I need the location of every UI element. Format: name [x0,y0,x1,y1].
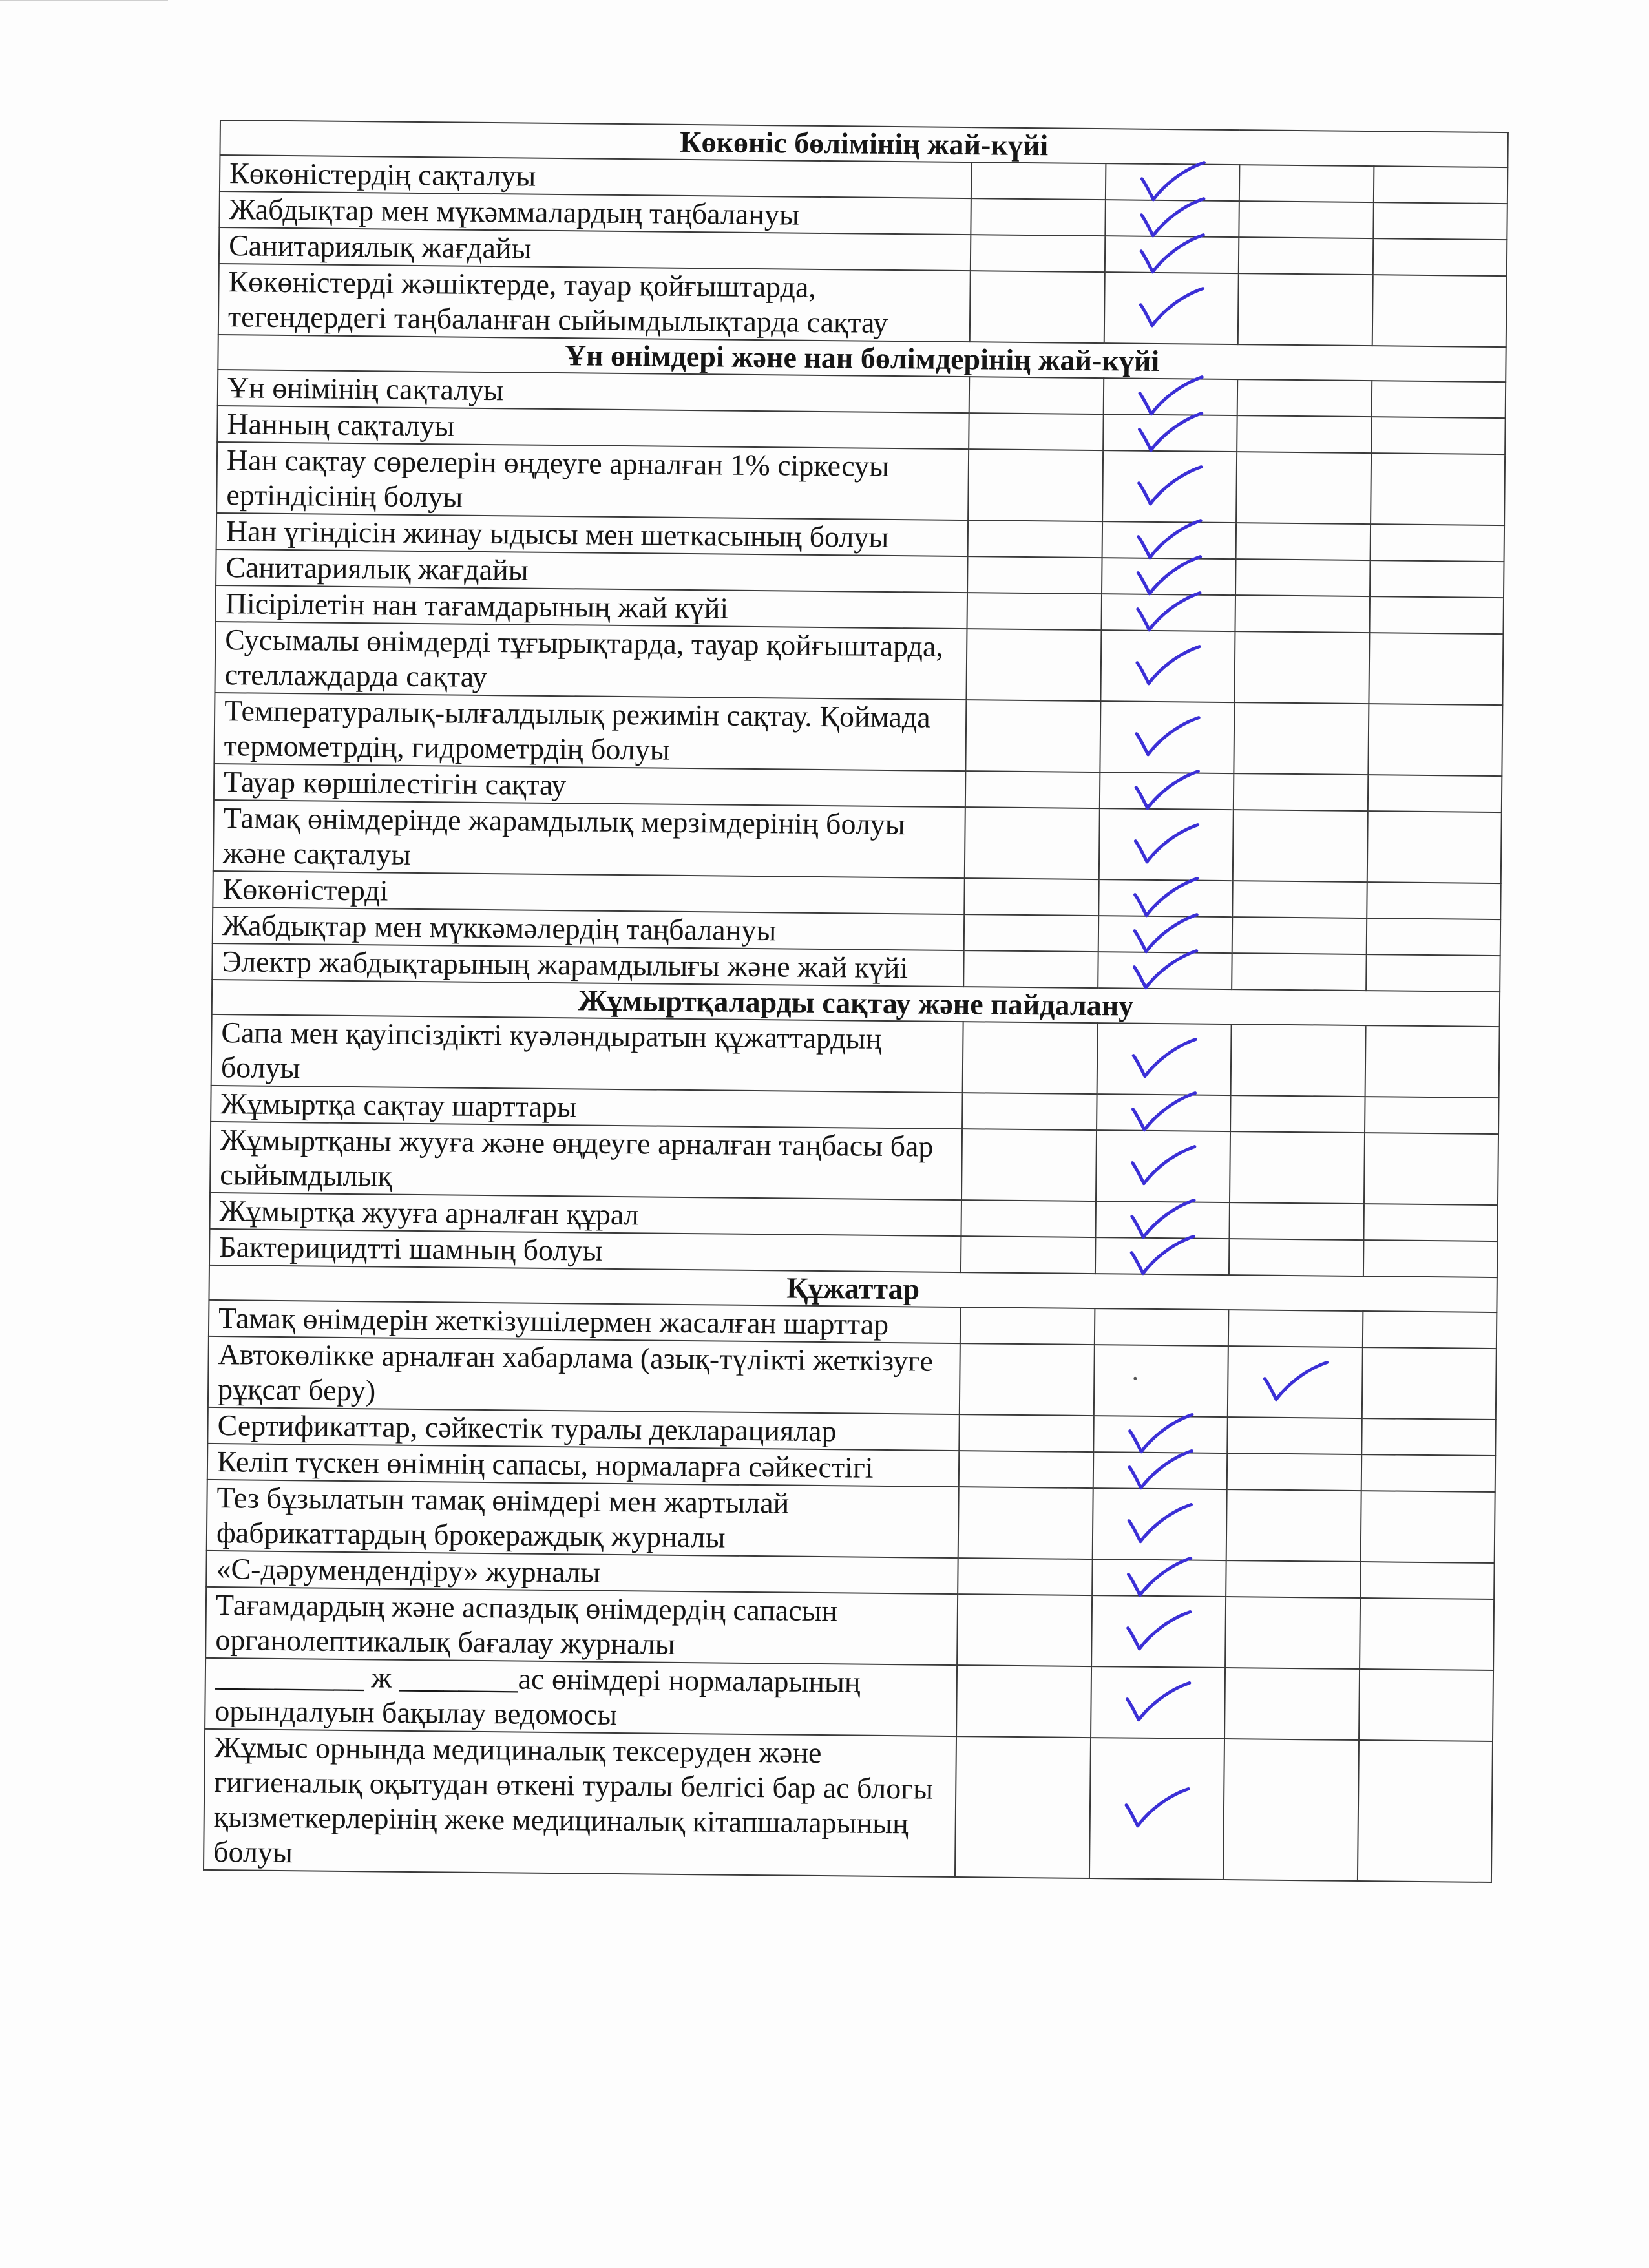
mark-cell-1[interactable] [955,1736,1090,1878]
mark-cell-2[interactable] [1097,1023,1231,1095]
mark-cell-4[interactable] [1369,596,1504,634]
mark-cell-4[interactable] [1371,453,1506,525]
mark-cell-4[interactable] [1367,811,1502,883]
mark-cell-1[interactable] [967,629,1101,701]
mark-cell-2[interactable] [1094,1345,1228,1417]
mark-cell-2[interactable] [1105,236,1239,273]
mark-cell-1[interactable] [960,1307,1095,1345]
mark-cell-3[interactable] [1237,415,1371,453]
handwritten-checkmark-icon [1124,1502,1195,1548]
checklist-item-text: Пісірілетін нан тағамдарының жай күйі [216,585,968,629]
mark-cell-1[interactable] [966,700,1100,772]
mark-cell-4[interactable] [1359,1669,1494,1741]
checklist-item-text: Санитариялық жағдайы [216,549,968,593]
mark-cell-2[interactable] [1099,808,1234,881]
handwritten-checkmark-icon [1133,590,1204,636]
mark-cell-4[interactable] [1372,275,1507,347]
mark-cell-3[interactable] [1236,452,1371,524]
handwritten-checkmark-icon [1124,1555,1195,1601]
mark-cell-1[interactable] [958,1487,1093,1559]
mark-cell-1[interactable] [962,1093,1097,1130]
checklist-item-text: Тағамдардың және аспаздық өнімдердің сапасын органолептикалық бағалау журналы [205,1587,958,1665]
scan-edge-mark [0,0,168,1]
mark-cell-1[interactable] [964,914,1098,952]
checklist-row [204,1729,1493,1882]
checklist-row [213,800,1502,883]
checklist-row [216,442,1505,525]
mark-cell-4[interactable] [1371,381,1506,418]
mark-cell-3[interactable] [1227,1453,1361,1491]
mark-cell-2[interactable] [1093,1452,1227,1489]
mark-cell-3[interactable] [1228,1346,1362,1418]
checklist-item-text: Тамақ өнімдерінде жарамдылық мерзімдерінің болуы және сақталуы [213,800,965,878]
checklist-row [211,1014,1500,1098]
mark-cell-2[interactable] [1095,1237,1230,1275]
mark-cell-4[interactable] [1362,1311,1497,1349]
mark-cell-3[interactable] [1239,201,1373,238]
handwritten-checkmark-icon [1130,822,1202,868]
mark-cell-4[interactable] [1360,1491,1495,1563]
mark-cell-1[interactable] [960,1414,1094,1452]
mark-cell-2[interactable] [1096,1130,1230,1202]
inspection-checklist-table [203,120,1509,1883]
checklist-item-text: Нанның сақталуы [217,406,969,449]
mark-cell-1[interactable] [965,807,1099,879]
mark-cell-1[interactable] [960,1343,1094,1416]
mark-cell-4[interactable] [1367,882,1501,919]
handwritten-checkmark-icon [1135,286,1207,331]
checklist-item-text: __________ ж ________ас өнімдері нормаларының орындалуын бақылау ведомосы [205,1658,957,1736]
checklist-row [208,1336,1497,1420]
checklist-item-text: Бактерицидтті шамның болуы [209,1229,961,1272]
mark-cell-4[interactable] [1368,704,1503,776]
handwritten-checkmark-icon [1136,232,1208,278]
mark-cell-3[interactable] [1229,1239,1363,1276]
mark-cell-3[interactable] [1226,1560,1360,1598]
handwritten-checkmark-icon [1131,768,1203,814]
mark-cell-4[interactable] [1361,1347,1497,1420]
mark-cell-3[interactable] [1236,523,1371,560]
mark-cell-3[interactable] [1234,702,1368,775]
checklist-item-text: Сертификаттар, сәйкестік туралы декларациялар [207,1407,960,1451]
mark-cell-4[interactable] [1363,1204,1498,1241]
checklist-item-text: Тез бұзылатын тамақ өнімдері мен жартылай фабрикаттардың брокераждық журналы [207,1480,959,1558]
mark-cell-1[interactable] [965,771,1100,808]
checklist-item-text: Жұмыртқаны жууға және өңдеуге арналған таңбасы бар сыйымдылық [210,1122,962,1200]
mark-cell-1[interactable] [956,1665,1091,1738]
mark-cell-1[interactable] [971,162,1106,200]
checklist-item-text: Жұмыртқа сақтау шарттары [211,1086,963,1129]
mark-cell-1[interactable] [968,449,1102,521]
section-title: Ұн өнімдері және нан бөлімдерінің жай-күйі [218,335,1506,382]
mark-cell-3[interactable] [1230,1095,1365,1133]
mark-cell-3[interactable] [1234,773,1368,811]
checklist-item-text: Сапа мен қауіпсіздікті куәләндыратын құжаттардың болуы [211,1014,963,1093]
mark-cell-3[interactable] [1239,165,1374,202]
checklist-item-text: Нан сақтау сөрелерін өңдеуге арналған 1% сіркесуы ертіндісінің болуы [216,442,969,520]
section-title: Көкөніс бөлімінің жай-күйі [220,120,1507,167]
mark-cell-1[interactable] [958,1558,1093,1595]
mark-cell-2[interactable] [1098,952,1232,989]
ink-dot [1133,1377,1137,1380]
mark-cell-3[interactable] [1227,1417,1361,1454]
checklist-row [205,1587,1494,1670]
mark-cell-2[interactable] [1097,1094,1231,1131]
mark-cell-3[interactable] [1224,1668,1359,1740]
mark-cell-1[interactable] [964,950,1098,988]
mark-cell-1[interactable] [959,1451,1093,1488]
handwritten-checkmark-icon [1124,1448,1196,1494]
mark-cell-1[interactable] [961,1236,1095,1274]
checklist-item-text: Тамақ өнімдерін жеткізушілермен жасалған шарттар [209,1300,961,1343]
mark-cell-3[interactable] [1232,917,1367,954]
mark-cell-1[interactable] [965,878,1099,916]
mark-cell-1[interactable] [961,1200,1096,1237]
checklist-item-text: Жабдықтар мен мүкәммалардың таңбалануы [219,191,971,235]
mark-cell-1[interactable] [970,271,1104,343]
handwritten-checkmark-icon [1123,1609,1195,1655]
mark-cell-4[interactable] [1363,1133,1498,1205]
mark-cell-4[interactable] [1361,1454,1495,1492]
handwritten-checkmark-icon [1128,1144,1199,1190]
mark-cell-4[interactable] [1365,1025,1500,1098]
mark-cell-1[interactable] [969,413,1104,450]
mark-cell-3[interactable] [1238,273,1372,346]
mark-cell-2[interactable] [1104,272,1238,344]
handwritten-checkmark-icon [1128,1036,1200,1082]
mark-cell-2[interactable] [1102,450,1237,523]
mark-cell-1[interactable] [967,593,1102,630]
mark-cell-4[interactable] [1360,1598,1495,1670]
mark-cell-1[interactable] [957,1594,1091,1666]
mark-cell-4[interactable] [1361,1418,1496,1456]
mark-cell-3[interactable] [1237,379,1372,417]
mark-cell-1[interactable] [968,520,1102,558]
checklist-item-text: Санитариялық жағдайы [219,227,971,271]
checklist-item-text: Жабдықтар мен мүккәмәлердің таңбалануы [213,907,965,950]
mark-cell-2[interactable] [1091,1666,1225,1739]
handwritten-checkmark-icon [1132,644,1204,689]
handwritten-checkmark-icon [1131,715,1203,761]
mark-cell-4[interactable] [1366,918,1500,956]
handwritten-checkmark-icon [1129,948,1201,994]
mark-cell-4[interactable] [1369,560,1504,598]
mark-cell-3[interactable] [1225,1597,1360,1669]
checklist-item-text: Ұн өнімінің сақталуы [218,370,970,413]
section-title: Жұмыртқаларды сақтау және пайдалану [212,980,1500,1027]
mark-cell-2[interactable] [1095,1308,1229,1346]
mark-cell-1[interactable] [971,198,1106,236]
mark-cell-4[interactable] [1373,166,1507,204]
checklist-row [218,264,1507,347]
mark-cell-3[interactable] [1233,810,1367,882]
mark-cell-4[interactable] [1365,1097,1499,1134]
mark-cell-3[interactable] [1232,881,1367,918]
checklist-row [215,622,1503,705]
mark-cell-2[interactable] [1100,630,1235,702]
handwritten-checkmark-icon [1122,1680,1194,1726]
mark-cell-3[interactable] [1235,631,1369,704]
mark-cell-1[interactable] [963,1022,1097,1094]
mark-cell-4[interactable] [1363,1240,1497,1277]
mark-cell-1[interactable] [969,377,1104,414]
checklist-item-text: Тауар көршілестігін сақтау [214,764,966,807]
checklist-row [207,1480,1495,1563]
checklist-row [214,693,1502,776]
mark-cell-2[interactable] [1103,414,1237,452]
checklist-item-text: Автокөлікке арналған хабарлама (азық-түлікті жеткізуге рұқсат беру) [208,1336,960,1414]
mark-cell-1[interactable] [971,235,1105,272]
handwritten-checkmark-icon [1134,464,1206,510]
handwritten-checkmark-icon [1259,1360,1331,1405]
mark-cell-1[interactable] [967,556,1102,594]
checklist-item-text: Электр жабдықтарының жарамдылығы және жай күйі [212,943,964,987]
mark-cell-3[interactable] [1235,595,1370,633]
mark-cell-3[interactable] [1223,1739,1358,1881]
checklist-item-text: Көкөністерді жәшіктерде, тауар қойғыштарда, тегендердегі таңбаланған сыйымдылықтарда сақтау [218,264,971,342]
checklist-item-text: Температуралық-ылғалдылық режимін сақтау. Қоймада термометрдің, гидрометрдің болуы [214,693,966,771]
mark-cell-2[interactable] [1091,1595,1226,1668]
checklist-row [210,1122,1498,1205]
mark-cell-1[interactable] [961,1129,1096,1201]
checklist-item-text: Көкөністердің сақталуы [220,155,972,198]
section-title: Құжаттар [209,1265,1497,1312]
mark-cell-3[interactable] [1232,953,1366,991]
mark-cell-2[interactable] [1101,594,1235,631]
mark-cell-2[interactable] [1100,701,1234,773]
mark-cell-3[interactable] [1230,1131,1364,1204]
checklist-item-text: Нан үгіндісін жинау ыдысы мен шеткасының болуы [216,513,969,556]
handwritten-checkmark-icon [1126,1234,1198,1279]
mark-cell-2[interactable] [1092,1488,1226,1560]
mark-cell-4[interactable] [1367,775,1502,812]
checklist-item-text: Көкөністерді [213,871,965,914]
mark-cell-2[interactable] [1092,1559,1226,1597]
mark-cell-4[interactable] [1369,633,1504,705]
mark-cell-3[interactable] [1231,1024,1365,1097]
mark-cell-3[interactable] [1228,1310,1363,1347]
mark-cell-2[interactable] [1100,772,1234,810]
mark-cell-4[interactable] [1373,202,1507,240]
handwritten-checkmark-icon [1128,1090,1199,1136]
checklist-item-text: Келіп түскен өнімнің сапасы, нормаларға сәйкестігі [207,1444,960,1487]
handwritten-checkmark-icon [1121,1786,1193,1832]
mark-cell-4[interactable] [1372,238,1507,276]
mark-cell-4[interactable] [1357,1740,1493,1882]
checklist-item-text: Жұмыс орнында медициналық тексеруден және гигиеналық оқытудан өткені туралы белгісі бар ас блогы қызметкерлерінің жеке медициналық кітапшаларының болуы [204,1729,956,1877]
mark-cell-2[interactable] [1089,1738,1224,1880]
checklist-row [205,1658,1493,1741]
checklist-item-text: Сусымалы өнімдерді тұғырықтарда, тауар қойғыштарда, стеллаждарда сақтау [215,622,967,700]
checklist-item-text: «С-дәрумендендіру» журналы [206,1551,958,1594]
mark-cell-3[interactable] [1226,1489,1361,1562]
mark-cell-4[interactable] [1360,1562,1495,1599]
mark-cell-3[interactable] [1230,1202,1364,1240]
mark-cell-3[interactable] [1239,237,1373,275]
handwritten-checkmark-icon [1135,410,1206,456]
mark-cell-4[interactable] [1366,954,1500,992]
mark-cell-3[interactable] [1235,559,1370,596]
mark-cell-4[interactable] [1371,417,1506,454]
mark-cell-4[interactable] [1370,524,1504,562]
checklist-item-text: Жұмыртқа жууға арналған құрал [210,1193,962,1236]
